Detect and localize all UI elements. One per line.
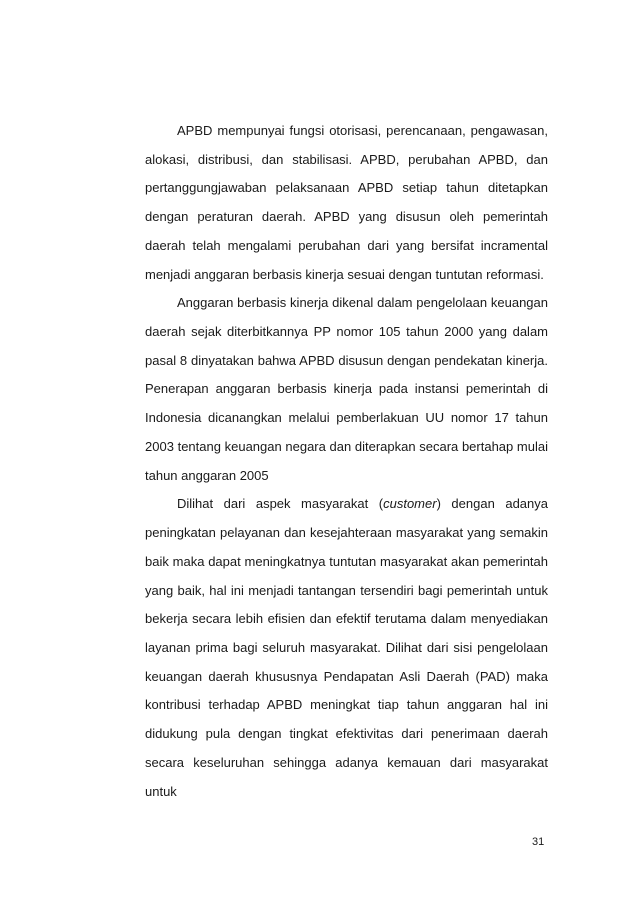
page-number: 31 [532,836,545,848]
paragraph-community-aspect [145,490,548,806]
paragraph-text: Dilihat dari aspek masyarakat ( [177,496,384,512]
paragraph-text: Anggaran berbasis kinerja dikenal dalam pengelolaan keuangan daerah sejak diterbitkannya PP nomor 105 tahun 2000 yang dalam pasal 8 dinyatakan bahwa APBD disusun dengan pendekatan kinerja. Penerapan anggaran berbasis kinerja pada instansi pemerintah di Indonesia dicanangkan melalui pemberlakuan UU nomor 17 tahun 2003 tentang keuangan negara dan diterapkan secara bertahap mulai tahun anggaran 2005 [145,295,548,483]
paragraph-text: ) dengan adanya peningkatan pelayanan dan kesejahteraan masyarakat yang semakin baik maka dapat meningkatnya tuntutan masyarakat akan pemerintah yang baik, hal ini menjadi tantangan tersendiri bagi pemerintah untuk bekerja secara lebih efisien dan efektif terutama dalam menyediakan layanan prima bagi seluruh masyarakat. Dilihat dari sisi pengelolaan keuangan daerah khususnya Pendapatan Asli Daerah (PAD) maka kontribusi terhadap APBD meningkat tiap tahun anggaran hal ini didukung pula dengan tingkat efektivitas dari penerimaan daerah secara keseluruhan sehingga adanya kemauan dari masyarakat untuk [145,496,548,799]
paragraph-performance-budget [145,289,548,490]
paragraph-text: APBD mempunyai fungsi otorisasi, perencanaan, pengawasan, alokasi, distribusi, dan stabilisasi. APBD, perubahan APBD, dan pertanggungjawaban pelaksanaan APBD setiap tahun ditetapkan dengan peraturan daerah. APBD yang disusun oleh pemerintah daerah telah mengalami perubahan dari yang bersifat incramental menjadi anggaran berbasis kinerja sesuai dengan tuntutan reformasi. [145,123,548,282]
paragraph-apbd-functions [145,117,548,289]
italic-term: customer [383,496,437,512]
body-text [145,117,548,806]
